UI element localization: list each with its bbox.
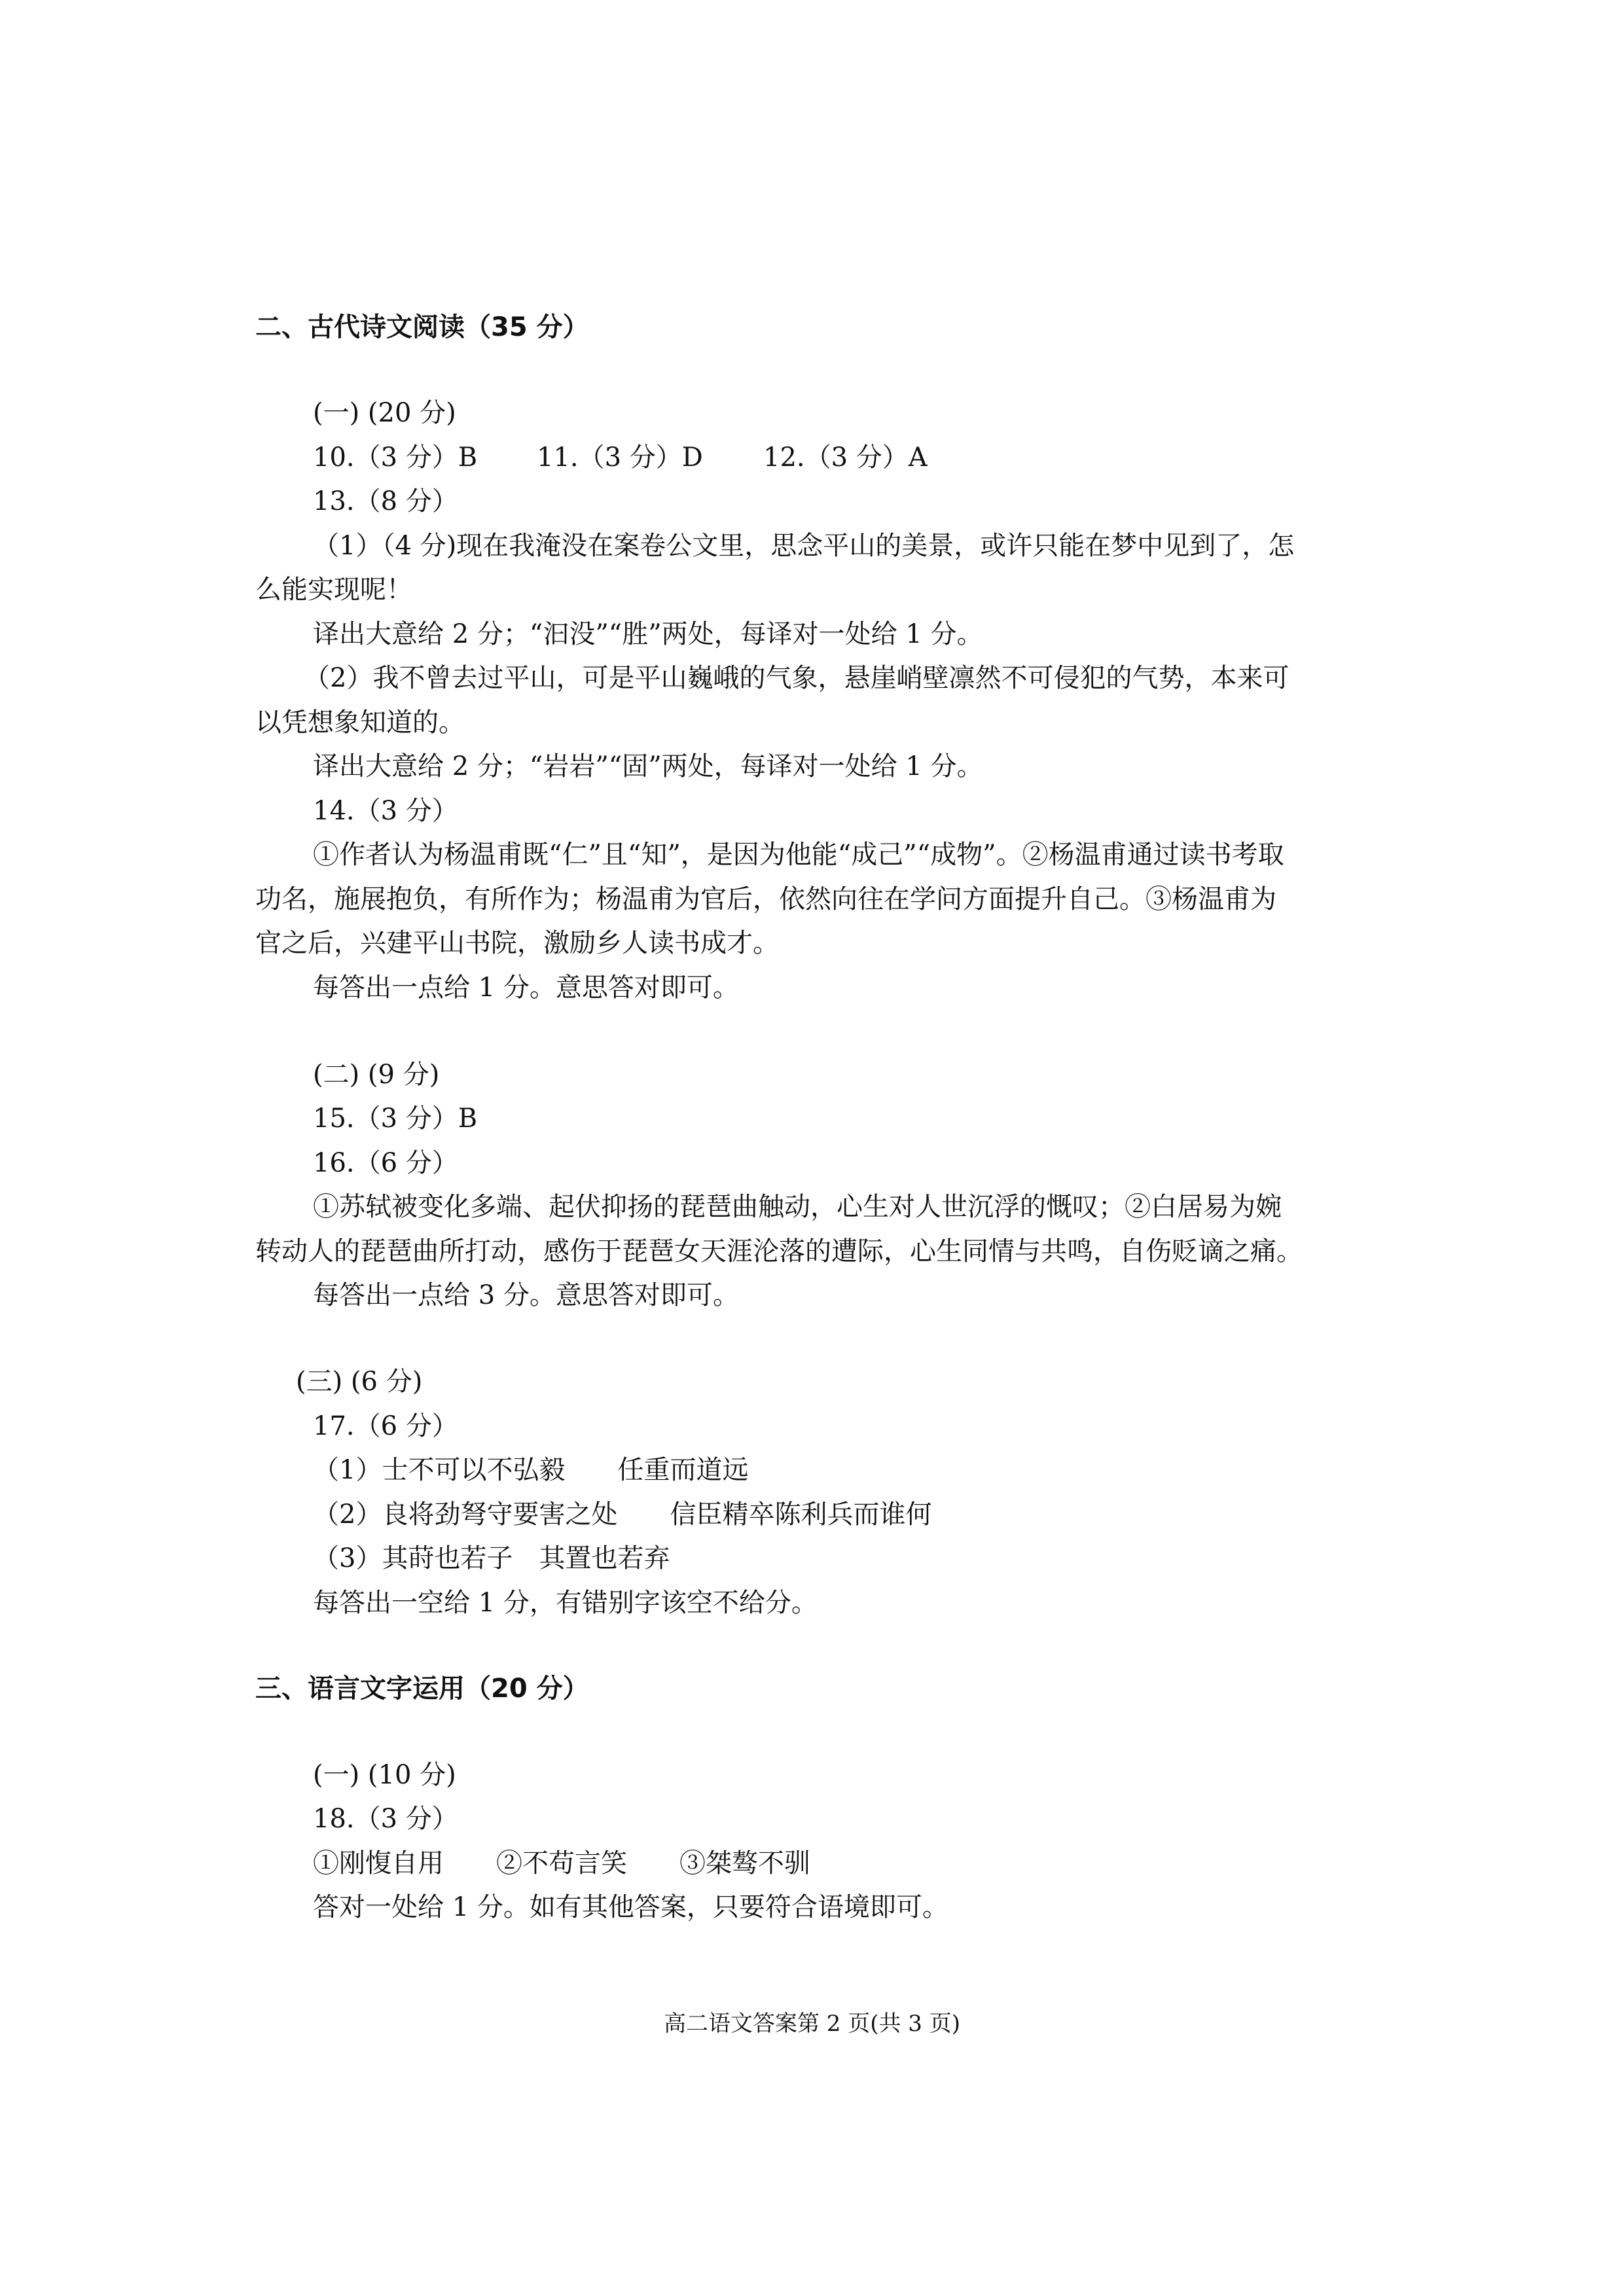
q17-scoring: 每答出一空给 1 分，有错别字该空不给分。 — [313, 1588, 818, 1618]
q10-answer: 10.（3 分）B — [313, 442, 478, 473]
q14-scoring: 每答出一点给 1 分。意思答对即可。 — [313, 973, 739, 1003]
page-footer: 高二语文答案第 2 页(共 3 页) — [663, 2011, 961, 2037]
q17-2-answer: （2）良将劲弩守要害之处 信臣精卒陈利兵而谁何 — [313, 1499, 932, 1530]
q14-line-2: 功名，施展抱负，有所作为；杨温甫为官后，依然向往在学问方面提升自己。③杨温甫为 — [255, 884, 1276, 914]
q13-2-line-1: （2）我不曾去过平山，可是平山巍峨的气象，悬崖峭壁凛然不可侵犯的气势，本来可 — [304, 663, 1290, 693]
q13-1-line-1: （1）（4 分)现在我淹没在案卷公文里，思念平山的美景，或许只能在梦中见到了，怎 — [313, 531, 1295, 561]
q13-1-line-2: 么能实现呢！ — [255, 575, 412, 605]
q11-answer: 11.（3 分）D — [537, 442, 703, 473]
q13-2-scoring: 译出大意给 2 分；“岩岩”“固”两处，每译对一处给 1 分。 — [313, 751, 983, 781]
q18-header: 18.（3 分） — [313, 1804, 458, 1834]
q18-answers: ①刚愎自用 ②不苟言笑 ③桀骜不驯 — [313, 1848, 810, 1878]
section-2-heading: 二、古代诗文阅读（35 分） — [255, 312, 589, 342]
q18-scoring: 答对一处给 1 分。如有其他答案，只要符合语境即可。 — [313, 1892, 948, 1922]
part-1-label: (一) (20 分) — [313, 398, 456, 428]
q16-line-2: 转动人的琵琶曲所打动，感伤于琵琶女天涯沦落的遭际，心生同情与共鸣，自伤贬谪之痛。 — [255, 1236, 1303, 1266]
q12-answer: 12.（3 分）A — [763, 442, 928, 473]
q13-2-line-2: 以凭想象知道的。 — [255, 708, 465, 738]
q16-header: 16.（6 分） — [313, 1148, 458, 1178]
part-3-label: (三) (6 分) — [296, 1367, 423, 1397]
q14-line-3: 官之后，兴建平山书院，激励乡人读书成才。 — [255, 928, 779, 958]
section-3-heading: 三、语言文字运用（20 分） — [255, 1674, 589, 1704]
q17-3-answer: （3）其莳也若子 其置也若弃 — [313, 1543, 670, 1573]
q17-1-answer: （1）士不可以不弘毅 任重而道远 — [313, 1455, 749, 1485]
q14-line-1: ①作者认为杨温甫既“仁”且“知”，是因为他能“成己”“成物”。②杨温甫通过读书考取 — [313, 840, 1284, 870]
q16-line-1: ①苏轼被变化多端、起伏抑扬的琵琶曲触动，心生对人世沉浮的慨叹；②白居易为婉 — [313, 1192, 1282, 1222]
q16-scoring: 每答出一点给 3 分。意思答对即可。 — [313, 1280, 739, 1310]
q17-header: 17.（6 分） — [313, 1411, 458, 1441]
q15-answer: 15.（3 分）B — [313, 1103, 478, 1134]
q13-1-scoring: 译出大意给 2 分；“汩没”“胜”两处，每译对一处给 1 分。 — [313, 619, 983, 649]
part-2-label: (二) (9 分) — [313, 1060, 440, 1090]
q14-header: 14.（3 分） — [313, 796, 458, 826]
section-3-part-1-label: (一) (10 分) — [313, 1760, 456, 1790]
q13-header: 13.（8 分） — [313, 486, 458, 516]
